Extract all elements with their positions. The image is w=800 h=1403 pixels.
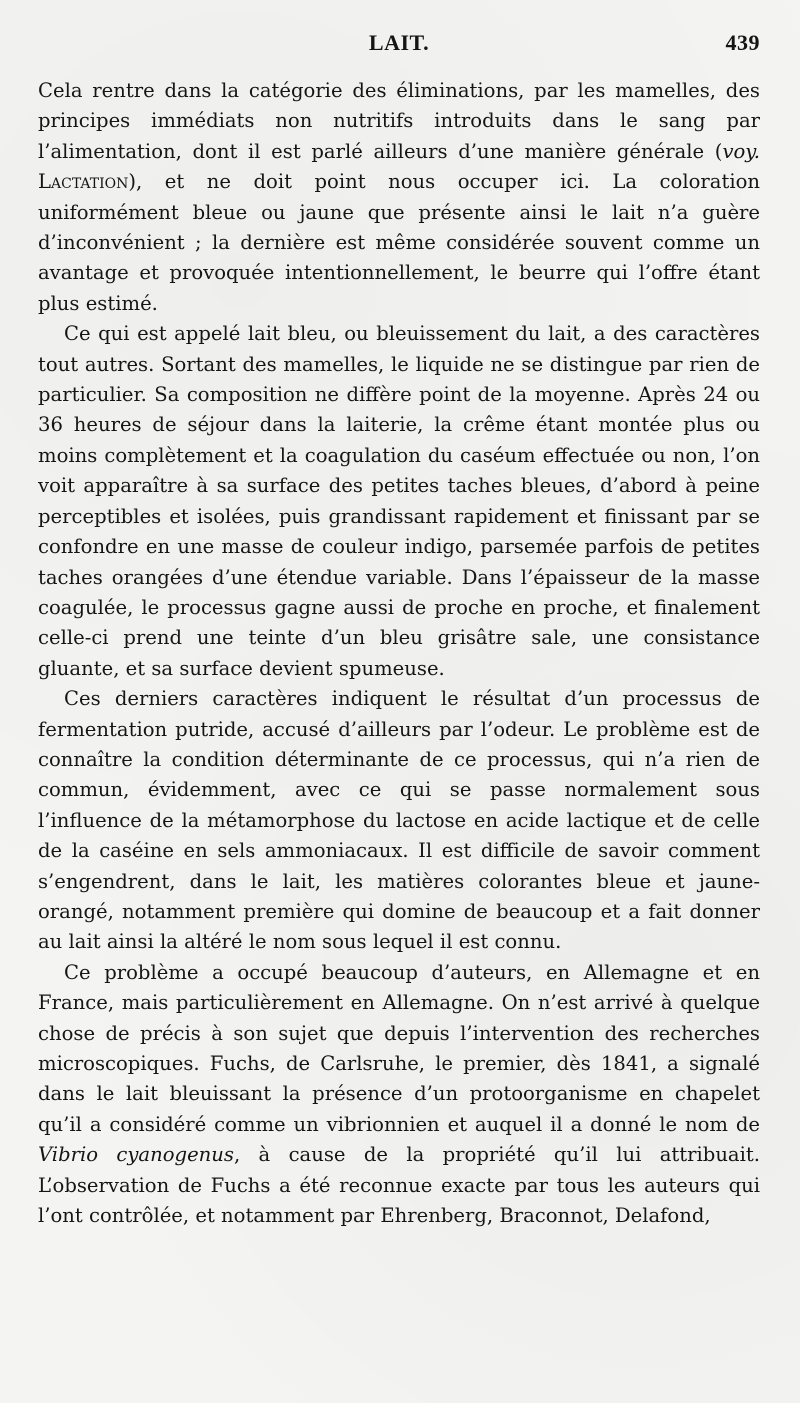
paragraph-3: Ces derniers caractères indiquent le résultat d’un processus de fermentation putride, accusé d’ailleurs par l’odeur. Le problème est de connaître la condition déterminante de ce processus, qui n’a rien de commun, évidemment, avec ce qui se passe normalement sous l’influence de la métamorphose du lactose en acide lactique et de celle de la caséine en sels ammoniacaux. Il est difficile de savoir comment s’engendrent, dans le lait, les matières colorantes bleue et jaune-orangé, notamment première qui domine de beaucoup et a fait donner au lait ainsi la altéré le nom sous lequel il est connu. bbox=[38, 687, 760, 954]
paragraph-1-text-end: ), et ne doit point nous occuper ici. La coloration uniformément bleue ou jaune que présente ainsi le lait n’a guère d’inconvénient ; la dernière est même considérée souvent comme un avantage et provoquée intentionnellement, le beurre qui l’offre étant plus estimé. bbox=[38, 170, 760, 315]
paragraph-1 bbox=[38, 76, 760, 319]
paragraph-4-text-end: , à cause de la propriété qu’il lui attribuait. L’observation de Fuchs a été reconnue exacte par tous les auteurs qui l’ont contrôlée, et notamment par Ehrenberg, Braconnot, Delafond, bbox=[38, 1143, 760, 1228]
page-number: 439 bbox=[725, 30, 760, 55]
running-title: LAIT. bbox=[368, 30, 430, 55]
paragraph-4 bbox=[38, 958, 760, 1232]
paragraph-1-italic-voy: voy. bbox=[722, 139, 760, 163]
text-body bbox=[38, 76, 760, 1231]
paragraph-1-text: Cela rentre dans la catégorie des éliminations, par les mamelles, des principes immédiats non nutritifs introduits dans le sang par l’alimentation, dont il est parlé ailleurs d’une manière générale ( bbox=[38, 79, 760, 163]
paragraph-1-smallcaps-lactation: Lactation bbox=[38, 170, 129, 194]
paragraph-4-text: Ce problème a occupé beaucoup d’auteurs, en Allemagne et en France, mais particulièrement en Allemagne. On n’est arrivé à quelque chose de précis à son sujet que depuis l’intervention des recherches microscopiques. Fuchs, de Carlsruhe, le premier, dès 1841, a signalé dans le lait bleuissant la présence d’un protoorganisme en chapelet qu’il a considéré comme un vibrionnien et auquel il a donné le nom de bbox=[38, 960, 760, 1136]
paragraph-2: Ce qui est appelé lait bleu, ou bleuissement du lait, a des caractères tout autres. Sortant des mamelles, le liquide ne se distingue par rien de particulier. Sa composition ne diffère point de la moyenne. Après 24 ou 36 heures de séjour dans la laiterie, la crême étant montée plus ou moins complètement et la coagulation du caséum effectuée ou non, l’on voit apparaître à sa surface des petites taches bleues, d’abord à peine perceptibles et isolées, puis grandissant rapidement et finissant par se confondre en une masse de couleur indigo, parsemée parfois de petites taches orangées d’une étendue variable. Dans l’épaisseur de la masse coagulée, le processus gagne aussi de proche en proche, et finalement celle-ci prend une teinte d’un bleu grisâtre sale, une consistance gluante, et sa surface devient spumeuse. bbox=[38, 322, 760, 680]
paragraph-4-italic-vibrio: Vibrio cyanogenus bbox=[38, 1143, 234, 1167]
running-head bbox=[38, 30, 760, 76]
